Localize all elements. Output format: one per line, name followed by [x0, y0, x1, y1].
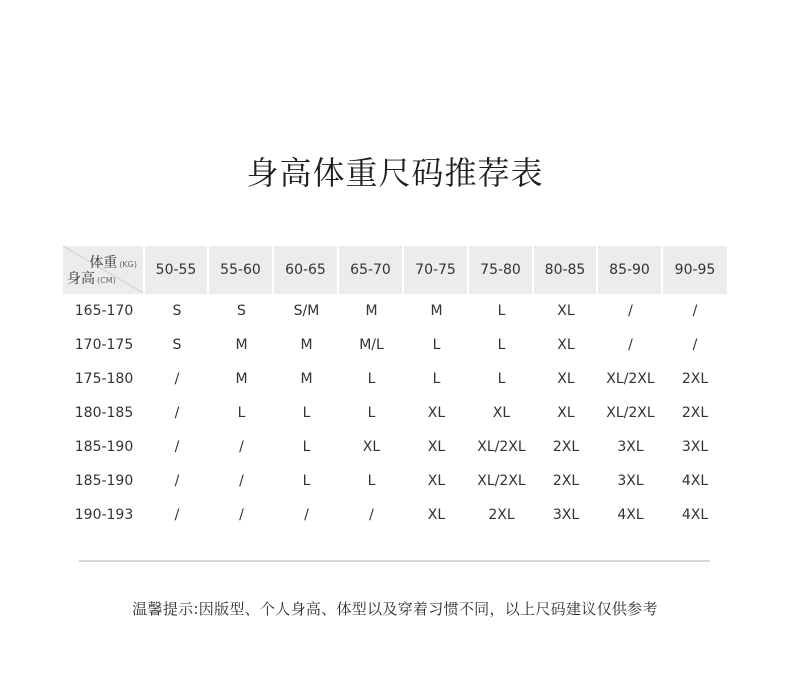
size-cell: XL	[427, 473, 446, 489]
weight-header: 55-60	[209, 246, 274, 294]
table-row	[63, 362, 727, 396]
size-cell: L	[302, 405, 311, 421]
size-cell: XL	[557, 303, 575, 319]
size-cell: XL	[557, 405, 575, 421]
size-cell: L	[367, 473, 376, 489]
size-cell: /	[628, 337, 633, 353]
weight-header: 65-70	[339, 246, 404, 294]
size-cell: XL/2XL	[606, 371, 655, 387]
size-cell: /	[369, 507, 374, 523]
size-cell: 4XL	[681, 507, 709, 523]
table-row	[63, 498, 727, 532]
size-cell: XL/2XL	[477, 473, 526, 489]
size-cell: L	[432, 337, 441, 353]
weight-header: 75-80	[469, 246, 534, 294]
weight-header: 85-90	[598, 246, 663, 294]
size-cell: L	[302, 439, 311, 455]
size-cell: 3XL	[681, 439, 709, 455]
size-cell: L	[237, 405, 246, 421]
size-cell: M	[430, 303, 443, 319]
size-cell: M	[235, 371, 248, 387]
size-cell: XL/2XL	[606, 405, 655, 421]
size-cell: M	[300, 337, 313, 353]
table-row	[63, 328, 727, 362]
size-cell: /	[239, 439, 244, 455]
weight-header: 60-65	[274, 246, 339, 294]
weight-header: 50-55	[145, 246, 209, 294]
height-cell: 180-185	[74, 405, 134, 421]
size-cell: M/L	[359, 337, 384, 353]
size-cell: 2XL	[681, 405, 709, 421]
weight-axis-label: 体重 (KG)	[89, 255, 137, 271]
size-cell: /	[174, 507, 180, 523]
size-cell: XL/2XL	[477, 439, 526, 455]
size-cell: M	[300, 371, 313, 387]
size-cell: XL	[427, 405, 446, 421]
size-cell: XL	[557, 371, 575, 387]
size-cell: XL	[427, 439, 446, 455]
corner-cell	[63, 246, 145, 294]
weight-header: 80-85	[534, 246, 598, 294]
size-cell: M	[365, 303, 378, 319]
table-row	[63, 294, 727, 328]
size-cell: 3XL	[617, 439, 644, 455]
table-row	[63, 396, 727, 430]
weight-header: 90-95	[663, 246, 727, 294]
size-cell: L	[367, 405, 376, 421]
size-cell: L	[432, 371, 441, 387]
size-cell: 2XL	[552, 473, 580, 489]
page-title: 身高体重尺码推荐表	[246, 154, 544, 192]
size-cell: S	[237, 303, 246, 319]
size-cell: XL	[557, 337, 575, 353]
size-cell: L	[497, 371, 506, 387]
height-cell: 165-170	[74, 303, 134, 319]
size-chart-table	[63, 246, 727, 532]
size-cell: /	[692, 303, 698, 319]
size-cell: L	[302, 473, 311, 489]
table-row	[63, 430, 727, 464]
size-cell: 2XL	[552, 439, 580, 455]
size-cell: /	[628, 303, 633, 319]
weight-header: 70-75	[404, 246, 469, 294]
size-cell: /	[174, 439, 180, 455]
size-cell: /	[304, 507, 309, 523]
divider	[79, 560, 710, 562]
size-cell: XL	[362, 439, 381, 455]
size-cell: S	[172, 303, 182, 319]
size-cell: L	[497, 337, 506, 353]
size-cell: 2XL	[488, 507, 515, 523]
size-cell: 2XL	[681, 371, 709, 387]
size-cell: S/M	[293, 303, 320, 319]
size-cell: 4XL	[681, 473, 709, 489]
size-cell: S	[172, 337, 182, 353]
size-cell: /	[239, 507, 244, 523]
height-axis-label: 身高 (CM)	[67, 271, 116, 287]
size-cell: /	[239, 473, 244, 489]
size-cell: 4XL	[617, 507, 644, 523]
size-cell: L	[497, 303, 506, 319]
header-row	[63, 246, 727, 294]
size-cell: /	[692, 337, 698, 353]
table-row	[63, 464, 727, 498]
height-cell: 170-175	[74, 337, 134, 353]
size-cell: /	[174, 473, 180, 489]
size-rows	[63, 294, 727, 532]
size-cell: 3XL	[552, 507, 580, 523]
size-cell: XL	[492, 405, 511, 421]
size-cell: M	[235, 337, 248, 353]
size-cell: L	[367, 371, 376, 387]
height-cell: 190-193	[74, 507, 134, 523]
height-cell: 175-180	[74, 371, 134, 387]
size-cell: 3XL	[617, 473, 644, 489]
size-cell: XL	[427, 507, 446, 523]
size-tip-note: 温馨提示:因版型、个人身高、体型以及穿着习惯不同，以上尺码建议仅供参考	[132, 600, 658, 618]
height-cell: 185-190	[74, 473, 134, 489]
height-cell: 185-190	[74, 439, 134, 455]
size-cell: /	[174, 405, 180, 421]
size-cell: /	[174, 371, 180, 387]
